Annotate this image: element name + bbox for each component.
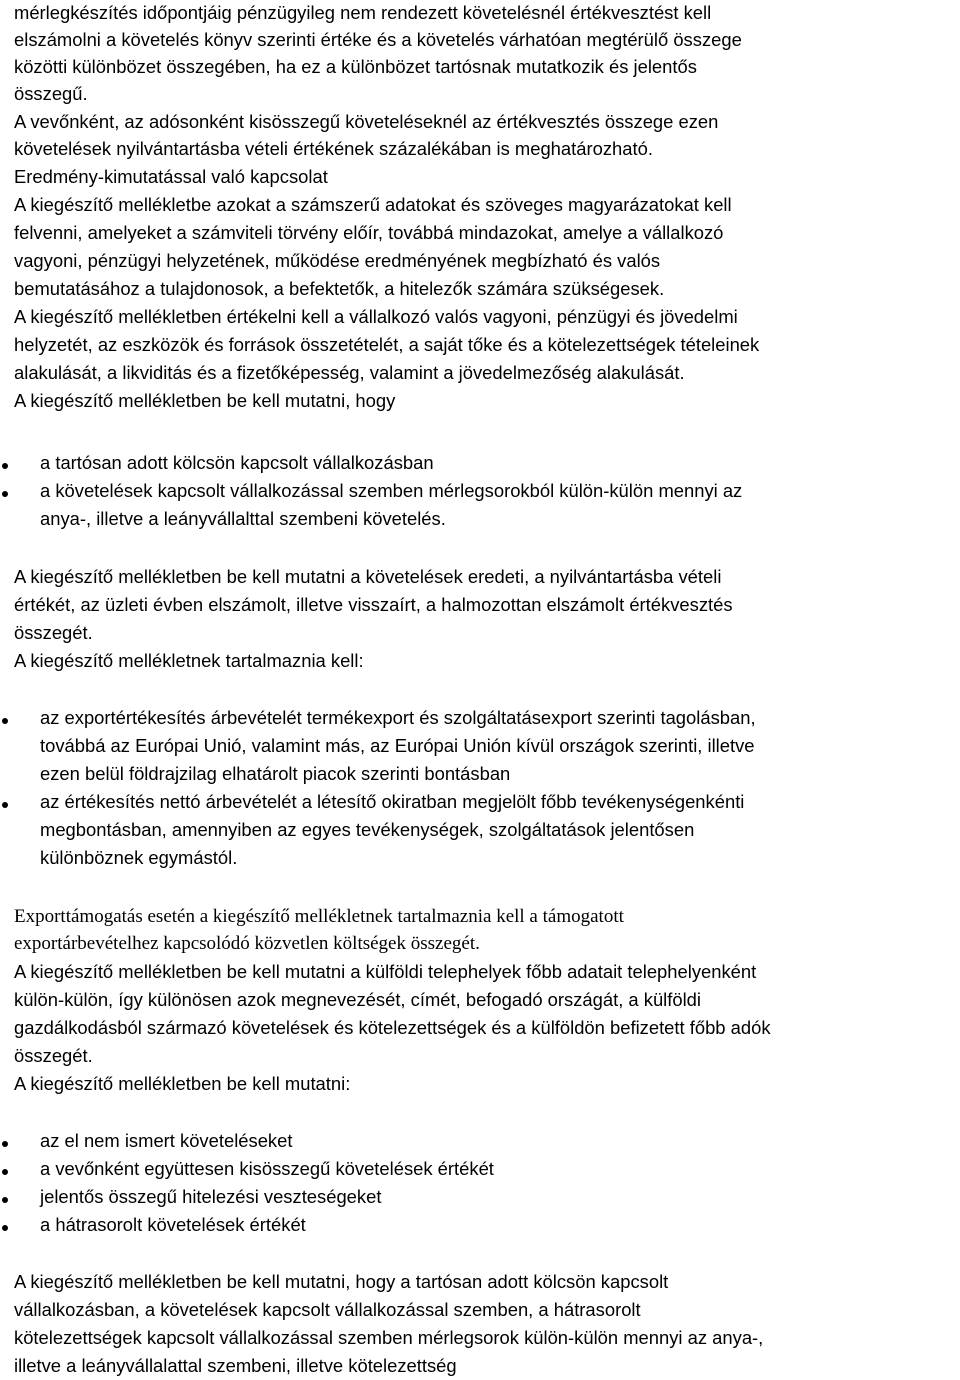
list-item: a hátrasorolt követelések értékét [40,1214,306,1235]
text-line: összegét. [14,622,93,643]
text-line: felvenni, amelyeket a számviteli törvény előír, továbbá mindazokat, amelye a vállalkozó [14,222,724,243]
list-item-continuation: anya-, illetve a leányvállalttal szembeni követelés. [40,508,446,529]
list-item: az értékesítés nettó árbevételét a létesítő okiratban megjelölt főbb tevékenységenkénti [40,791,745,812]
text-line: vállalkozásban, a követelések kapcsolt vállalkozással szemben, a hátrasorolt [14,1299,641,1320]
section-heading: Eredmény-kimutatással való kapcsolat [14,166,328,187]
list-item-continuation: továbbá az Európai Unió, valamint más, az Európai Unión kívül országok szerinti, illetve [40,735,755,756]
text-line: A kiegészítő mellékletben be kell mutatni a követelések eredeti, a nyilvántartásba vételi [14,566,722,587]
text-line: értékét, az üzleti évben elszámolt, illetve visszaírt, a halmozottan elszámolt értékvesztés [14,594,733,615]
bullet-icon [2,463,8,469]
text-line: gazdálkodásból származó követelések és kötelezettségek és a külföldön befizetett főbb adók [14,1017,771,1038]
bullet-icon [2,1141,8,1147]
text-line: elszámolni a követelés könyv szerinti értéke és a követelés várhatóan megtérülő összege [14,29,742,50]
text-line: A kiegészítő mellékletnek tartalmaznia kell: [14,650,364,671]
bullet-icon [2,802,8,808]
bullet-icon [2,1225,8,1231]
text-line: A kiegészítő mellékletben értékelni kell a vállalkozó valós vagyoni, pénzügyi és jövedelmi [14,306,738,327]
bullet-icon [2,1197,8,1203]
text-line: A kiegészítő mellékletben be kell mutatni, hogy a tartósan adott kölcsön kapcsolt [14,1271,669,1292]
list-item-continuation: megbontásban, amennyiben az egyes tevékenységek, szolgáltatások jelentősen [40,819,695,840]
list-item: az exportértékesítés árbevételét termékexport és szolgáltatásexport szerinti tagolásban, [40,707,756,728]
text-line: A kiegészítő mellékletben be kell mutatni, hogy [14,390,396,411]
text-line: exportárbevételhez kapcsolódó közvetlen költségek összegét. [14,933,480,954]
list-item: a vevőnként együttesen kisösszegű követelések értékét [40,1158,494,1179]
text-line: Exporttámogatás esetén a kiegészítő mellékletnek tartalmaznia kell a támogatott [14,906,624,927]
text-line: követelések nyilvántartásba vételi értékének százalékában is meghatározható. [14,138,653,159]
text-line: helyzetét, az eszközök és források összetételét, a saját tőke és a kötelezettségek tételeinek [14,334,760,355]
text-line: A kiegészítő mellékletben be kell mutatni a külföldi telephelyek főbb adatait telephelyenként [14,961,757,982]
list-item: a követelések kapcsolt vállalkozással szemben mérlegsorokból külön-külön mennyi az [40,480,743,501]
list-item: jelentős összegű hitelezési veszteségeket [40,1186,382,1207]
text-line: külön-külön, így különösen azok megnevezését, címét, befogadó országát, a külföldi [14,989,701,1010]
list-item-continuation: ezen belül földrajzilag elhatárolt piacok szerinti bontásban [40,763,511,784]
list-item: a tartósan adott kölcsön kapcsolt vállalkozásban [40,452,434,473]
text-line: vagyoni, pénzügyi helyzetének, működése eredményének megbízható és valós [14,250,661,271]
text-line: A kiegészítő mellékletben be kell mutatni: [14,1073,351,1094]
text-line: A kiegészítő mellékletbe azokat a számszerű adatokat és szöveges magyarázatokat kell [14,194,732,215]
text-line: összegű. [14,83,88,104]
list-item: az el nem ismert követeléseket [40,1130,293,1151]
text-line: összegét. [14,1045,93,1066]
bullet-icon [2,1169,8,1175]
text-line: A vevőnként, az adósonként kisösszegű követeléseknél az értékvesztés összege ezen [14,111,719,132]
text-line: bemutatásához a tulajdonosok, a befektetők, a hitelezők számára szükségesek. [14,278,665,299]
bullet-icon [2,491,8,497]
text-line: alakulását, a likviditás és a fizetőképesség, valamint a jövedelmezőség alakulását. [14,362,685,383]
list-item-continuation: különböznek egymástól. [40,847,238,868]
text-line: kötelezettségek kapcsolt vállalkozással szemben mérlegsorok külön-külön mennyi az anya-, [14,1327,764,1348]
text-line: mérlegkészítés időpontjáig pénzügyileg nem rendezett követelésnél értékvesztést kell [14,2,712,23]
text-line: illetve a leányvállalattal szembeni, illetve kötelezettség [14,1355,457,1376]
bullet-icon [2,718,8,724]
text-line: közötti különbözet összegében, ha ez a különbözet tartósnak mutatkozik és jelentős [14,56,697,77]
